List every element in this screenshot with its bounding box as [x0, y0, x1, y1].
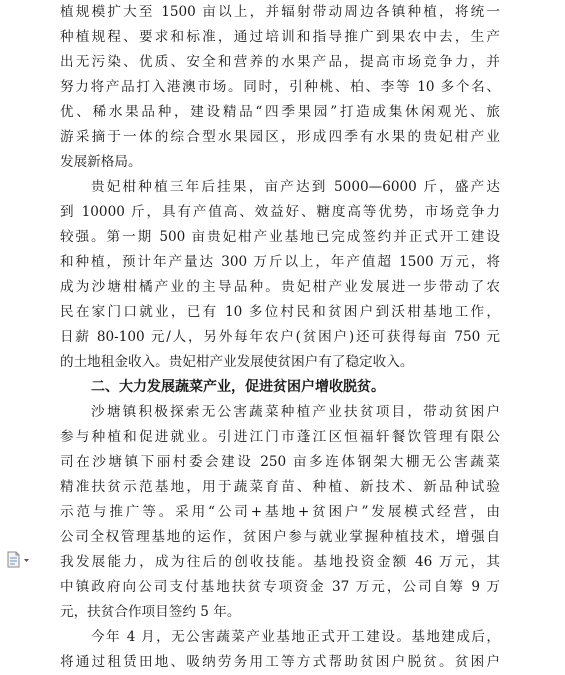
text-line: 示范与推广等。采用“公司+基地+贫困户”发展模式经营，由	[60, 504, 500, 520]
text-line: 到 10000 斤，具有产值高、效益好、糖度高等优势，市场竞争力	[60, 204, 500, 220]
text-line: 游采摘于一体的综合型水果园区，形成四季有水果的贵妃柑产业	[60, 129, 500, 145]
text-line: 日薪 80-100 元/人，另外每年农户(贫困户)还可获得每亩 750 元	[60, 329, 500, 345]
text-line: 发展新格局。	[60, 154, 142, 170]
text-line: 较强。第一期 500 亩贵妃柑产业基地已完成签约并正式开工建设	[60, 229, 500, 245]
text-line: 优、稀水果品种，建设精品“四季果园”打造成集休闲观光、旅	[60, 104, 500, 120]
text-line: 努力将产品打入港澳市场。同时，引种桃、柏、李等 10 多个名、	[60, 79, 500, 95]
text-line: 民在家门口就业，已有 10 多位村民和贫困户到沃柑基地工作，	[60, 304, 500, 320]
text-line: 的土地租金收入。贵妃柑产业发展使贫困户有了稳定收入。	[60, 354, 414, 370]
text-line: 出无污染、优质、安全和营养的水果产品，提高市场竞争力，并	[60, 54, 500, 70]
text-line: 将通过租赁田地、吸纳劳务用工等方式帮助贫困户脱贫。贫困户	[60, 654, 500, 670]
text-line: 植规模扩大至 1500 亩以上，并辐射带动周边各镇种植，将统一	[60, 4, 500, 20]
text-line: 公司全权管理基地的运作，贫困户参与就业掌握种植技术，增强自	[60, 529, 500, 545]
text-line: 元，扶贫合作项目签约 5 年。	[60, 604, 241, 620]
text-line: 精准扶贫示范基地，用于蔬菜育苗、种植、新技术、新品种试验	[60, 479, 500, 495]
text-line: 种植规程、要求和标准，通过培训和指导推广到果农中去，生产	[60, 29, 500, 45]
paste-options-icon[interactable]	[6, 551, 32, 569]
paragraph-first-line: 沙塘镇积极探索无公害蔬菜种植产业扶贫项目，带动贫困户	[91, 404, 500, 420]
paragraph-first-line: 贵妃柑种植三年后挂果，亩产达到 5000—6000 斤，盛产达	[91, 179, 500, 195]
text-line: 司在沙塘镇下丽村委会建设 250 亩多连体钢架大棚无公害蔬菜	[60, 454, 500, 470]
text-line: 成为沙塘柑橘产业的主导品种。贵妃柑产业发展进一步带动了农	[60, 279, 500, 295]
text-line: 和种植，预计年产量达 300 万斤以上，年产值超 1500 万元，将	[60, 254, 500, 270]
text-line: 我发展能力，成为往后的创收技能。基地投资金额 46 万元，其	[60, 554, 500, 570]
text-line: 参与种植和促进就业。引进江门市蓬江区恒福轩餐饮管理有限公	[60, 429, 500, 445]
paragraph-first-line: 今年 4 月，无公害蔬菜产业基地正式开工建设。基地建成后，	[91, 629, 500, 645]
section-heading: 二、大力发展蔬菜产业，促进贫困户增收脱贫。	[91, 379, 385, 395]
text-line: 中镇政府向公司支付基地扶贫专项资金 37 万元，公司自筹 9 万	[60, 579, 500, 595]
paste-options-icon-graphic	[6, 551, 32, 569]
